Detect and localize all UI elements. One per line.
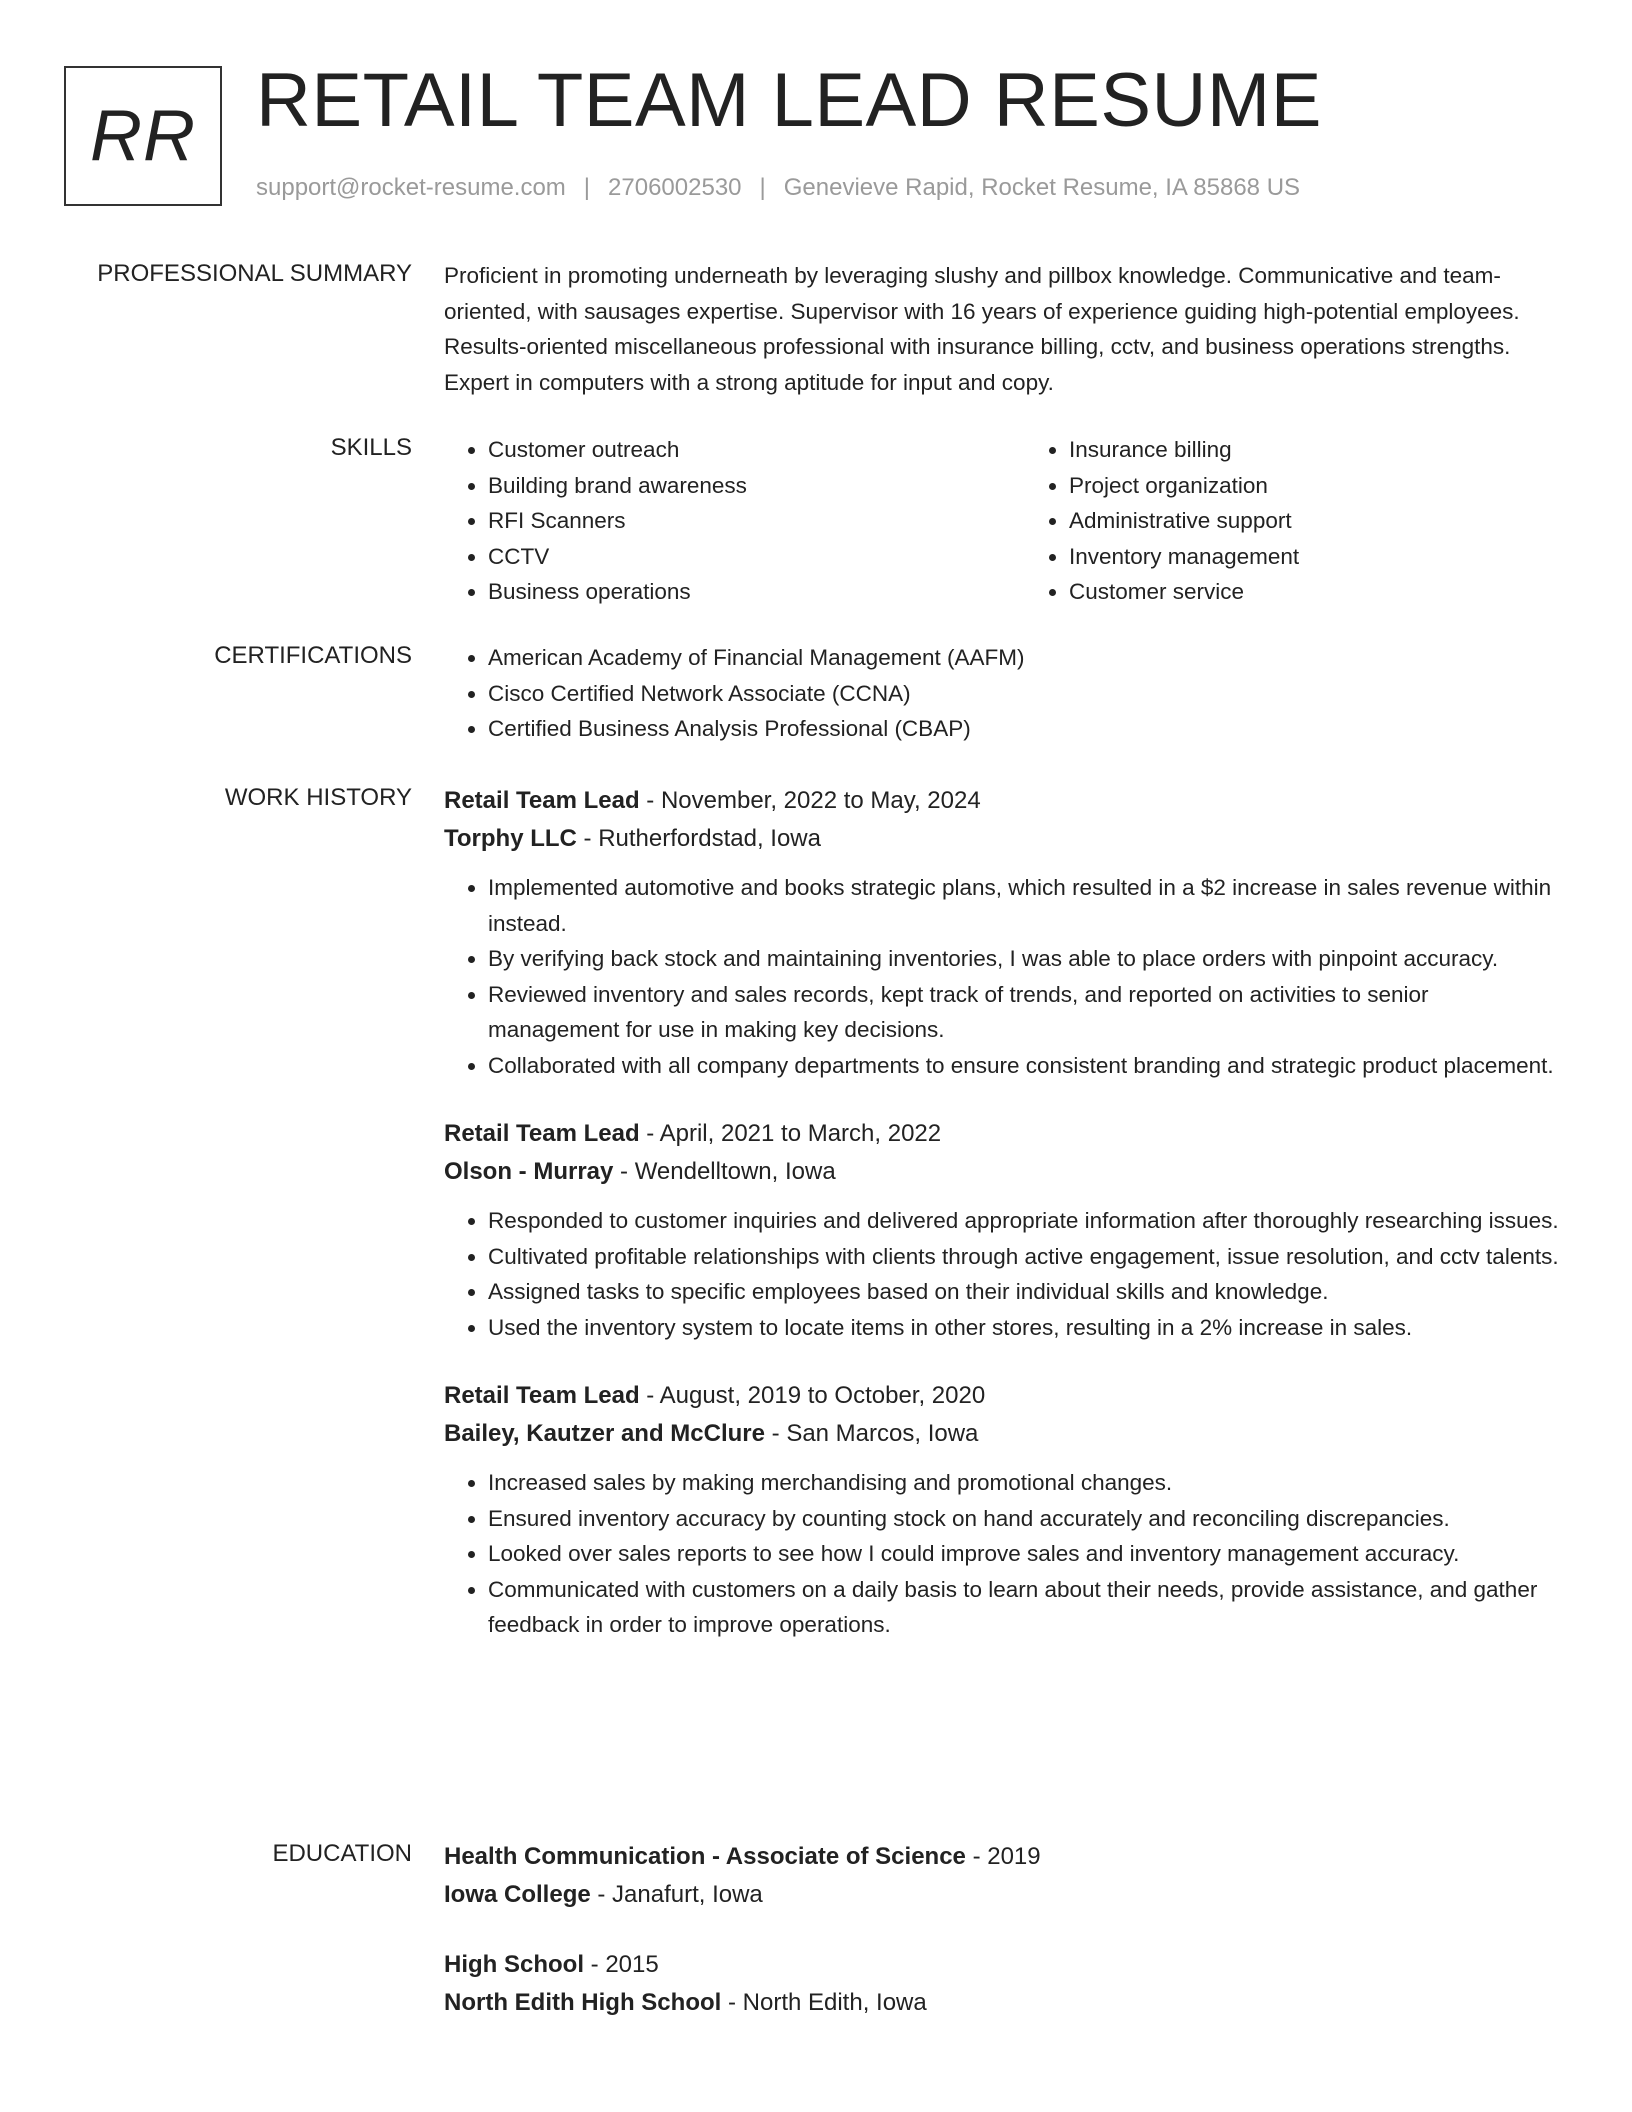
job-company-line [444,820,1560,858]
skill-item: • Insurance billing [1069,432,1560,468]
job-entry [444,782,1560,1083]
job-bullet: • Ensured inventory accuracy by counting stock on hand accurately and reconciling discrepancies. [488,1501,1560,1537]
skill-item: • Building brand awareness [488,468,979,504]
job-location: - Wendelltown, Iowa [613,1158,836,1185]
skill-item: • Inventory management [1069,539,1560,575]
contact-email: support@rocket-resume.com [256,174,566,201]
job-bullets [444,1203,1560,1345]
job-bullet: • Assigned tasks to specific employees based on their individual skills and knowledge. [488,1274,1560,1310]
job-bullet: • Implemented automotive and books strategic plans, which resulted in a $2 increase in sales revenue within instead. [488,870,1560,941]
job-bullet: • Responded to customer inquiries and delivered appropriate information after thoroughly researching issues. [488,1203,1560,1239]
contact-phone: 2706002530 [608,174,742,201]
job-dates: - April, 2021 to March, 2022 [639,1120,942,1147]
skill-item: • Business operations [488,574,979,610]
skills-title: SKILLS [330,434,412,461]
job-company-line [444,1153,1560,1191]
contact-address: Genevieve Rapid, Rocket Resume, IA 85868 US [783,174,1301,201]
job-dates: - November, 2022 to May, 2024 [639,787,981,814]
job-company: Torphy LLC [444,825,577,852]
education-location: - North Edith, Iowa [721,1989,927,2016]
certifications-list [444,640,1560,747]
job-role: Retail Team Lead [444,1120,640,1147]
skills-list-left [444,432,979,610]
job-company: Olson - Murray [444,1158,614,1185]
monogram-box [64,66,222,206]
job-bullet: • Reviewed inventory and sales records, kept track of trends, and reported on activities to senior management for use in making key decisions. [488,977,1560,1048]
job-bullet: • Looked over sales reports to see how I could improve sales and inventory management accuracy. [488,1536,1560,1572]
contact-separator: | [583,174,591,201]
education-degree: High School [444,1951,584,1978]
skills-body [444,432,1560,610]
job-location: - San Marcos, Iowa [764,1420,979,1447]
certification-item: • Cisco Certified Network Associate (CCNA) [488,676,1560,712]
job-bullet: • Collaborated with all company departments to ensure consistent branding and strategic product placement. [488,1048,1560,1084]
job-role-line [444,1115,1560,1153]
education-year: - 2015 [584,1951,659,1978]
education-school-line [444,1876,1560,1914]
skill-item: • RFI Scanners [488,503,979,539]
education-degree-line [444,1946,1560,1984]
job-bullet: • Used the inventory system to locate items in other stores, resulting in a 2% increase in sales. [488,1310,1560,1346]
skill-item: • Administrative support [1069,503,1560,539]
work-title: WORK HISTORY [224,784,412,811]
job-company: Bailey, Kautzer and McClure [444,1420,765,1447]
certifications-body [444,640,1560,747]
job-bullet: • Cultivated profitable relationships with clients through active engagement, issue resolution, and cctv talents. [488,1239,1560,1275]
job-bullets [444,1465,1560,1643]
education-degree: Health Communication - Associate of Science [444,1843,966,1870]
skill-item: • Customer service [1069,574,1560,610]
job-role-line [444,1377,1560,1415]
education-school-line [444,1984,1560,2022]
job-entry [444,1115,1560,1345]
job-bullet: • Increased sales by making merchandising and promotional changes. [488,1465,1560,1501]
job-role: Retail Team Lead [444,1382,640,1409]
job-bullet: • By verifying back stock and maintaining inventories, I was able to place orders with pinpoint accuracy. [488,941,1560,977]
education-location: - Janafurt, Iowa [590,1881,763,1908]
education-title: EDUCATION [272,1840,412,1867]
education-body [444,1838,1560,2054]
contact-line [256,172,1300,204]
skill-item: • Customer outreach [488,432,979,468]
job-entry [444,1377,1560,1643]
certification-item: • American Academy of Financial Management (AAFM) [488,640,1560,676]
skills-list-right [1025,432,1560,610]
job-bullet: • Communicated with customers on a daily basis to learn about their needs, provide assistance, and gather feedback in order to improve operations. [488,1572,1560,1643]
education-year: - 2019 [965,1843,1041,1870]
education-school: Iowa College [444,1881,591,1908]
skill-item: • Project organization [1069,468,1560,504]
skill-item: • CCTV [488,539,979,575]
work-body [444,782,1560,1675]
certifications-title: CERTIFICATIONS [214,642,412,669]
monogram-initials: RR [90,96,196,176]
resume-title: RETAIL TEAM LEAD RESUME [256,58,1322,143]
education-entry [444,1946,1560,2022]
job-role-line [444,782,1560,820]
education-degree-line [444,1838,1560,1876]
summary-title: PROFESSIONAL SUMMARY [97,260,412,287]
job-location: - Rutherfordstad, Iowa [576,825,821,852]
job-bullets [444,870,1560,1083]
job-company-line [444,1415,1560,1453]
contact-separator: | [759,174,766,201]
job-dates: - August, 2019 to October, 2020 [639,1382,986,1409]
summary-text: Proficient in promoting underneath by leveraging slushy and pillbox knowledge. Communicative and team-oriented, with sausages expertise. Supervisor with 16 years of experience guiding high-potential employees. Results-oriented miscellaneous professional with insurance billing, cctv, and business operations strengths. Expert in computers with a strong aptitude for input and copy. [444,263,1520,395]
education-entry [444,1838,1560,1914]
summary-body [444,258,1560,400]
education-school: North Edith High School [444,1989,722,2016]
certification-item: • Certified Business Analysis Professional (CBAP) [488,711,1560,747]
job-role: Retail Team Lead [444,787,640,814]
